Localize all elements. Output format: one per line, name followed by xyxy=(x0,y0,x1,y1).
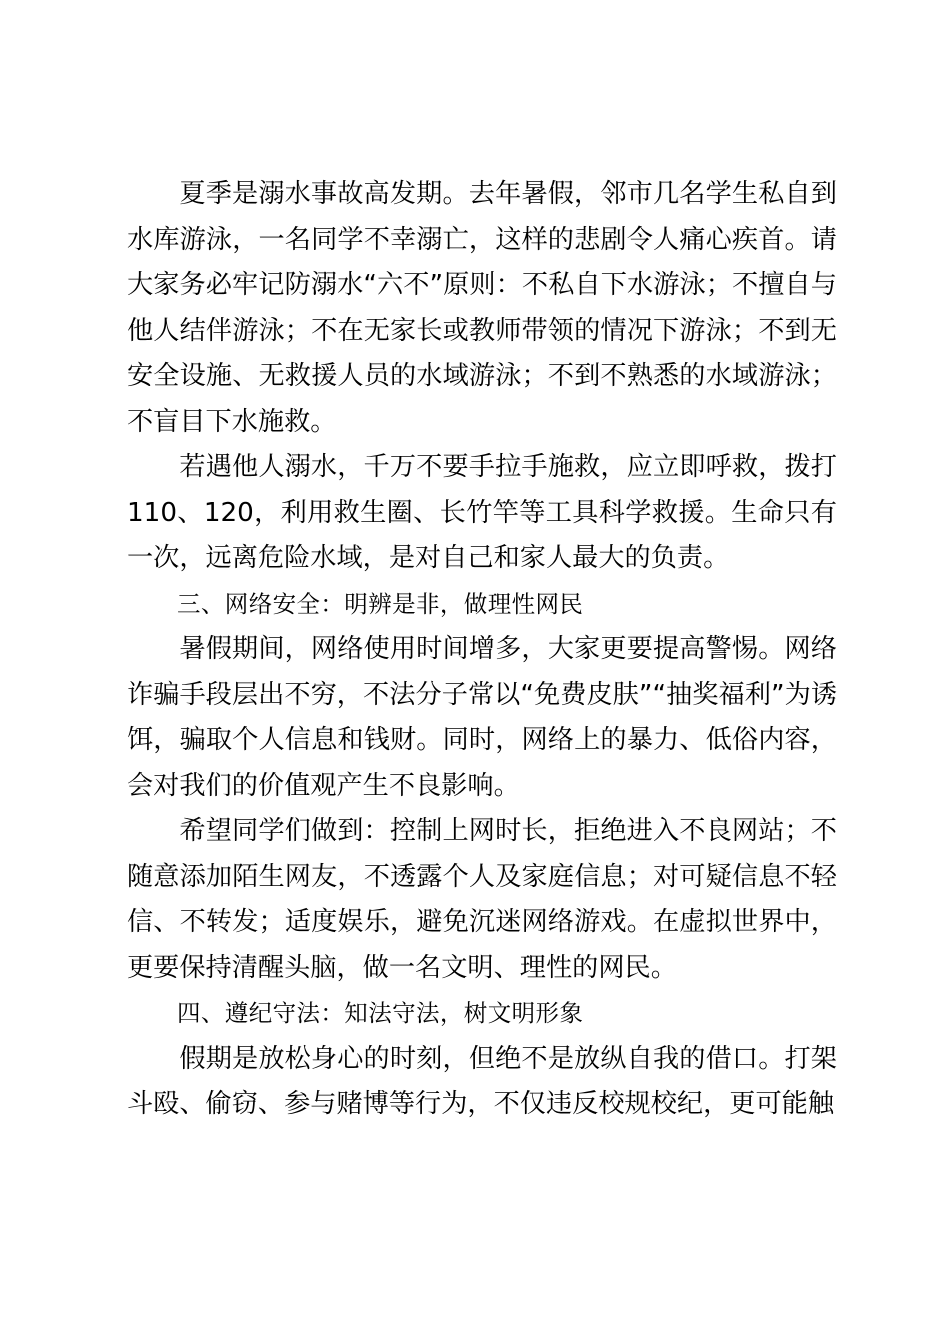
paragraph-rescue-advice: 若遇他人溺水，千万不要手拉手施救，应立即呼救，拨打110、120，利用救生圈、长竹竿等工具科学救援。生命只有一次，远离危险水域，是对自己和家人最大的负责。 xyxy=(127,452,837,573)
document-body xyxy=(127,172,837,1128)
paragraph-drowning-prevention: 夏季是溺水事故高发期。去年暑假，邻市几名学生私自到水库游泳，一名同学不幸溺亡，这样的悲剧令人痛心疾首。请大家务必牢记防溺水“六不”原则：不私自下水游泳；不擅自与他人结伴游泳；不在无家长或教师带领的情况下游泳；不到无安全设施、无救援人员的水域游泳；不到不熟悉的水域游泳；不盲目下水施救。 xyxy=(127,179,837,437)
paragraph-network-risks: 暑假期间，网络使用时间增多，大家更要提高警惕。网络诈骗手段层出不穷，不法分子常以“免费皮肤”“抽奖福利”为诱饵，骗取个人信息和钱财。同时，网络上的暴力、低俗内容，会对我们的价值观产生不良影响。 xyxy=(127,634,837,801)
section-heading-network-safety: 三、网络安全：明辨是非，做理性网民 xyxy=(177,589,584,618)
paragraph-network-advice: 希望同学们做到：控制上网时长，拒绝进入不良网站；不随意添加陌生网友，不透露个人及家庭信息；对可疑信息不轻信、不转发；适度娱乐，避免沉迷网络游戏。在虚拟世界中，更要保持清醒头脑，做一名文明、理性的网民。 xyxy=(127,816,837,983)
section-heading-law-abiding: 四、遵纪守法：知法守法，树文明形象 xyxy=(177,999,584,1027)
paragraph-law-abiding: 假期是放松身心的时刻，但绝不是放纵自我的借口。打架斗殴、偷窃、参与赌博等行为，不仅违反校规校纪，更可能触 xyxy=(127,1043,837,1119)
